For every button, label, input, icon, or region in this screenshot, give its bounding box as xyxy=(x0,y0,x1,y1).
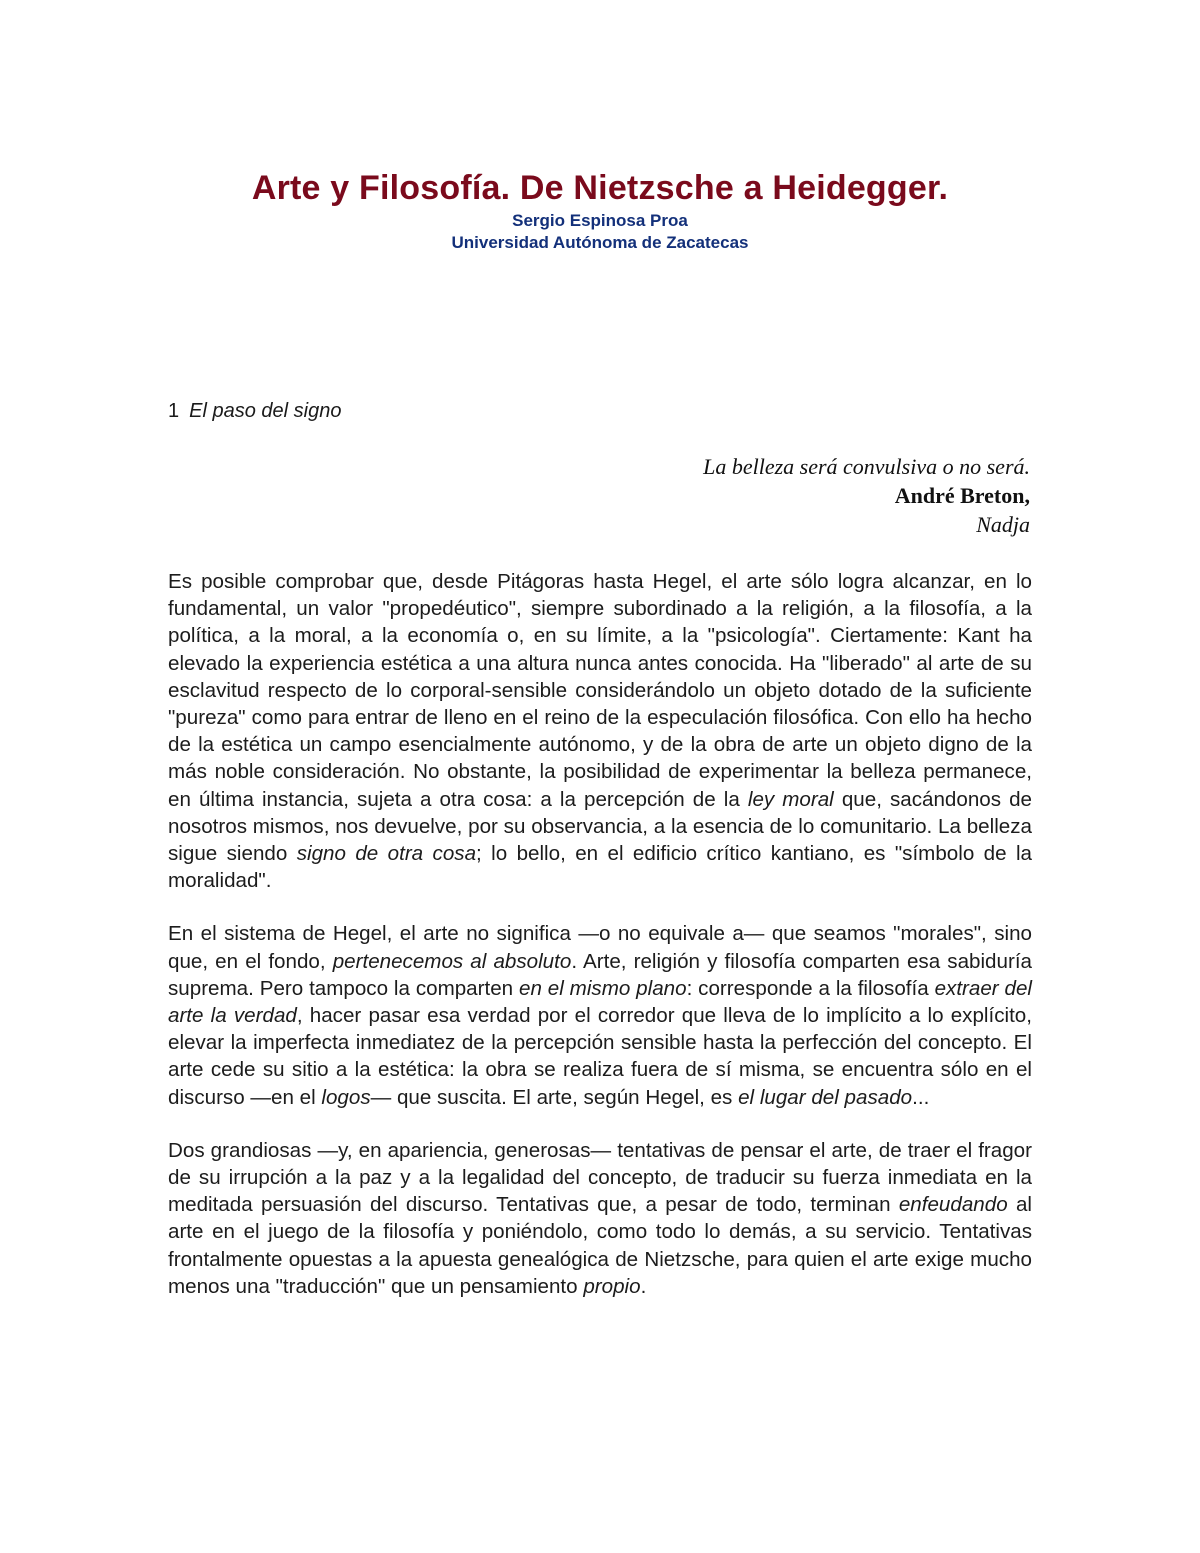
paragraph-1-text: que, sacándonos de nosotros mismos, nos devuelve, por su observancia, a la esencia de lo comunitario. La belleza sigue siendo xyxy=(168,787,1033,866)
section-heading xyxy=(168,398,341,424)
paragraph-2-text: — que suscita. El arte, según Hegel, es xyxy=(370,1085,739,1109)
section-title: El paso del signo xyxy=(189,400,342,422)
document-title: Arte y Filosofía. De Nietzsche a Heidegger. xyxy=(251,169,949,207)
epigraph-quote: La belleza será convulsiva o no será. xyxy=(703,454,1030,479)
paragraph-2-emphasis: en el mismo plano xyxy=(519,976,687,1000)
paragraph-2-emphasis: el lugar del pasado xyxy=(738,1085,913,1109)
paragraph-1-text: ; lo bello, en el edificio crítico kantiano, es "símbolo de la moralidad". xyxy=(168,842,1032,893)
paragraph-1-emphasis: ley moral xyxy=(747,787,834,811)
paragraph-2-text: En el sistema de Hegel, el arte no significa —o no equivale a— que seamos "morales", sino que, en el fondo, xyxy=(168,922,1032,973)
paragraph-3-text: Dos grandiosas —y, en apariencia, generosas— tentativas de pensar el arte, de traer el fragor de su irrupción a la paz y a la legalidad del concepto, de traducir su fuerza inmediata en la meditada persuasión del discurso. Tentativas que, a pesar de todo, terminan xyxy=(168,1138,1032,1217)
paragraph-2-text: , hacer pasar esa verdad por el corredor que lleva de lo implícito a lo explícito, elevar la imperfecta inmediatez de la percepción sensible hasta la perfección del concepto. El arte cede su sitio a la estética: la obra se realiza fuera de sí misma, se encuentra sólo en el discurso —en el xyxy=(168,1004,1032,1109)
paragraph-1-text: Es posible comprobar que, desde Pitágoras hasta Hegel, el arte sólo logra alcanzar, en lo fundamental, un valor "propedéutico", siempre subordinado a la religión, a la filosofía, a la política, a la moral, a la economía o, en su límite, a la "psicología". Ciertamente: Kant ha elevado la experiencia estética a una altura nunca antes conocida. Ha "liberado" al arte de su esclavitud respecto de lo corporal-sensible considerándolo un objeto dotado de la suficiente "pureza" como para entrar de lleno en el reino de la especulación filosófica. Con ello ha hecho de la estética un campo esencialmente autónomo, y de la obra de arte un objeto digno de la más noble consideración. No obstante, la posibilidad de experimentar la belleza permanece, en última instancia, sujeta a otra cosa: a la percepción de la xyxy=(168,570,1032,811)
paragraph-2-emphasis: pertenecemos al absoluto xyxy=(332,949,572,973)
section-number: 1 xyxy=(168,400,180,422)
paragraph-2-text: : corresponde a la filosofía xyxy=(686,976,935,1000)
paragraph-2-emphasis: extraer del arte la verdad xyxy=(168,976,1033,1028)
paragraph-3-emphasis: enfeudando xyxy=(898,1193,1008,1217)
paragraph-2 xyxy=(168,920,1032,1110)
paragraph-2-text: . Arte, religión y filosofía comparten esa sabiduría suprema. Pero tampoco la comparten xyxy=(168,949,1032,1000)
paragraph-1 xyxy=(168,568,1032,894)
author-name: Sergio Espinosa Proa xyxy=(512,211,688,230)
epigraph-work: Nadja xyxy=(976,512,1030,537)
title-block xyxy=(0,166,1200,254)
paragraph-2-text: ... xyxy=(912,1085,930,1109)
paragraph-3-emphasis: propio xyxy=(583,1274,641,1298)
paragraph-3-text: al arte en el juego de la filosofía y poniéndolo, como todo lo demás, a su servicio. Tentativas frontalmente opuestas a la apuesta genealógica de Nietzsche, para quien el arte exige mucho menos una "traducción" que un pensamiento xyxy=(168,1193,1032,1298)
paragraph-2-emphasis: logos xyxy=(321,1085,371,1109)
paragraph-3-text: . xyxy=(640,1274,647,1298)
epigraph xyxy=(560,452,1030,539)
body-text xyxy=(168,568,1032,1326)
paragraph-3 xyxy=(168,1137,1032,1300)
epigraph-author: André Breton, xyxy=(894,483,1030,508)
author-affiliation: Universidad Autónoma de Zacatecas xyxy=(451,233,749,252)
paragraph-1-emphasis: signo de otra cosa xyxy=(296,842,477,866)
